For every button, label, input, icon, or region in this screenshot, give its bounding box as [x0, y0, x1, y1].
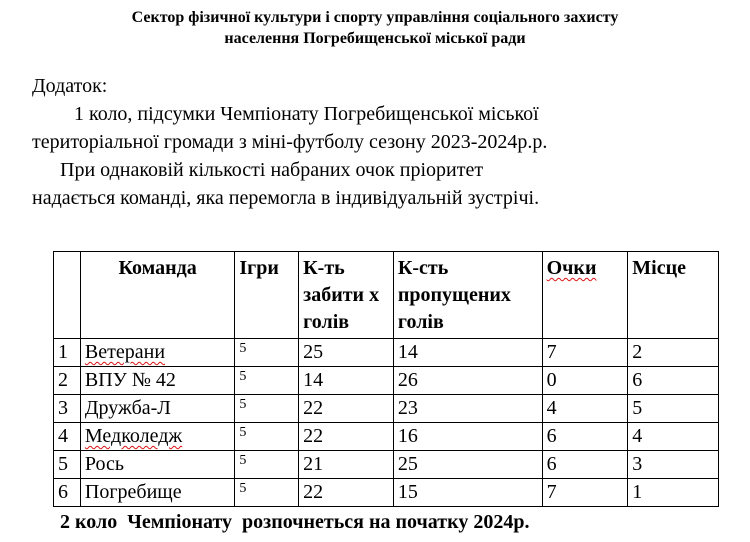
table-row [54, 479, 719, 507]
header-goals-conceded: К-сть пропущених голів [393, 252, 542, 339]
cell-points [542, 451, 628, 479]
document-header [0, 7, 750, 49]
games-played-text: 5 [239, 425, 247, 440]
goals-scored-text: 22 [303, 481, 324, 503]
cell-row-number [54, 423, 81, 451]
cell-place [628, 395, 719, 423]
table-row [54, 367, 719, 395]
cell-place [628, 339, 719, 367]
team-name-text: Дружба-Л [84, 397, 171, 419]
cell-goals-scored [299, 423, 394, 451]
goals-scored-text: 25 [303, 341, 324, 363]
place-text: 3 [632, 453, 643, 475]
cell-goals-scored [299, 451, 394, 479]
row-number-text: 3 [58, 397, 68, 419]
points-text: 6 [546, 425, 557, 447]
intro-block [32, 72, 732, 212]
row-number-text: 5 [58, 453, 68, 475]
goals-conceded-text: 23 [397, 397, 418, 419]
place-text: 6 [632, 369, 643, 391]
header-line-1: Сектор фізичної культури і спорту управління соціального захисту [131, 9, 619, 26]
cell-goals-scored [299, 479, 394, 507]
table-row [54, 395, 719, 423]
goals-conceded-text: 15 [397, 481, 418, 503]
cell-goals-conceded [393, 423, 542, 451]
cell-goals-scored [299, 367, 394, 395]
cell-place [628, 423, 719, 451]
cell-team-name [80, 395, 234, 423]
team-name-text: Рось [84, 453, 125, 475]
place-text: 1 [632, 481, 643, 503]
games-played-text: 5 [239, 481, 247, 496]
cell-team-name [80, 479, 234, 507]
header-points-label: Очки [546, 257, 597, 279]
games-played-text: 5 [239, 397, 247, 412]
cell-goals-conceded [393, 395, 542, 423]
points-text: 4 [546, 397, 557, 419]
header-points [542, 252, 628, 339]
intro-line-3: При однаковій кількості набраних очок пріоритет [60, 159, 484, 181]
goals-scored-text: 22 [303, 425, 324, 447]
points-text: 0 [546, 369, 557, 391]
table-row [54, 451, 719, 479]
footer-note: 2 коло Чемпіонату розпочнеться на початку 2024р. [60, 511, 530, 533]
place-text: 2 [632, 341, 643, 363]
cell-games-played [235, 339, 299, 367]
cell-team-name [80, 451, 234, 479]
cell-team-name [80, 423, 234, 451]
table-header-row [54, 252, 719, 339]
cell-points [542, 339, 628, 367]
cell-games-played [235, 451, 299, 479]
cell-games-played [235, 395, 299, 423]
goals-conceded-text: 14 [397, 341, 418, 363]
intro-line-2: територіальної громади з міні-футболу сезону 2023-2024р.р. [32, 131, 548, 153]
addendum-label: Додаток: [32, 75, 108, 97]
goals-scored-text: 22 [303, 397, 324, 419]
row-number-text: 2 [58, 369, 68, 391]
header-team: Команда [80, 252, 234, 339]
cell-games-played [235, 423, 299, 451]
goals-scored-text: 14 [303, 369, 324, 391]
intro-line-4: надається команді, яка перемогла в індивідуальній зустрічі. [32, 187, 540, 209]
row-number-text: 4 [58, 425, 68, 447]
cell-goals-scored [299, 395, 394, 423]
cell-goals-conceded [393, 479, 542, 507]
cell-row-number [54, 339, 81, 367]
cell-points [542, 423, 628, 451]
row-number-text: 6 [58, 481, 68, 503]
games-played-text: 5 [239, 453, 247, 468]
team-name-text: Медколедж [84, 425, 183, 447]
cell-goals-conceded [393, 339, 542, 367]
cell-row-number [54, 367, 81, 395]
header-place: Місце [628, 252, 719, 339]
table-row [54, 339, 719, 367]
cell-row-number [54, 479, 81, 507]
cell-points [542, 479, 628, 507]
place-text: 4 [632, 425, 643, 447]
points-text: 7 [546, 341, 557, 363]
place-text: 5 [632, 397, 643, 419]
row-number-text: 1 [58, 341, 68, 363]
cell-row-number [54, 395, 81, 423]
team-name-text: Ветерани [84, 341, 166, 363]
cell-games-played [235, 367, 299, 395]
team-name-text: ВПУ № 42 [84, 369, 176, 391]
team-name-text: Погребище [84, 481, 182, 503]
cell-team-name [80, 367, 234, 395]
cell-points [542, 395, 628, 423]
goals-conceded-text: 16 [397, 425, 418, 447]
games-played-text: 5 [239, 341, 247, 356]
goals-conceded-text: 25 [397, 453, 418, 475]
cell-goals-conceded [393, 451, 542, 479]
points-text: 6 [546, 453, 557, 475]
header-line-2: населення Погребищенської міської ради [224, 30, 526, 47]
points-text: 7 [546, 481, 557, 503]
standings-table [53, 251, 719, 507]
cell-goals-scored [299, 339, 394, 367]
cell-row-number [54, 451, 81, 479]
goals-conceded-text: 26 [397, 369, 418, 391]
cell-games-played [235, 479, 299, 507]
games-played-text: 5 [239, 369, 247, 384]
header-games: Ігри [235, 252, 299, 339]
intro-line-1: 1 коло, підсумки Чемпіонату Погребищенської міської [74, 103, 539, 125]
goals-scored-text: 21 [303, 453, 324, 475]
cell-place [628, 451, 719, 479]
table-row [54, 423, 719, 451]
cell-place [628, 367, 719, 395]
header-num [54, 252, 81, 339]
cell-place [628, 479, 719, 507]
cell-points [542, 367, 628, 395]
cell-team-name [80, 339, 234, 367]
cell-goals-conceded [393, 367, 542, 395]
header-goals-scored: К-ть забити х голів [299, 252, 394, 339]
